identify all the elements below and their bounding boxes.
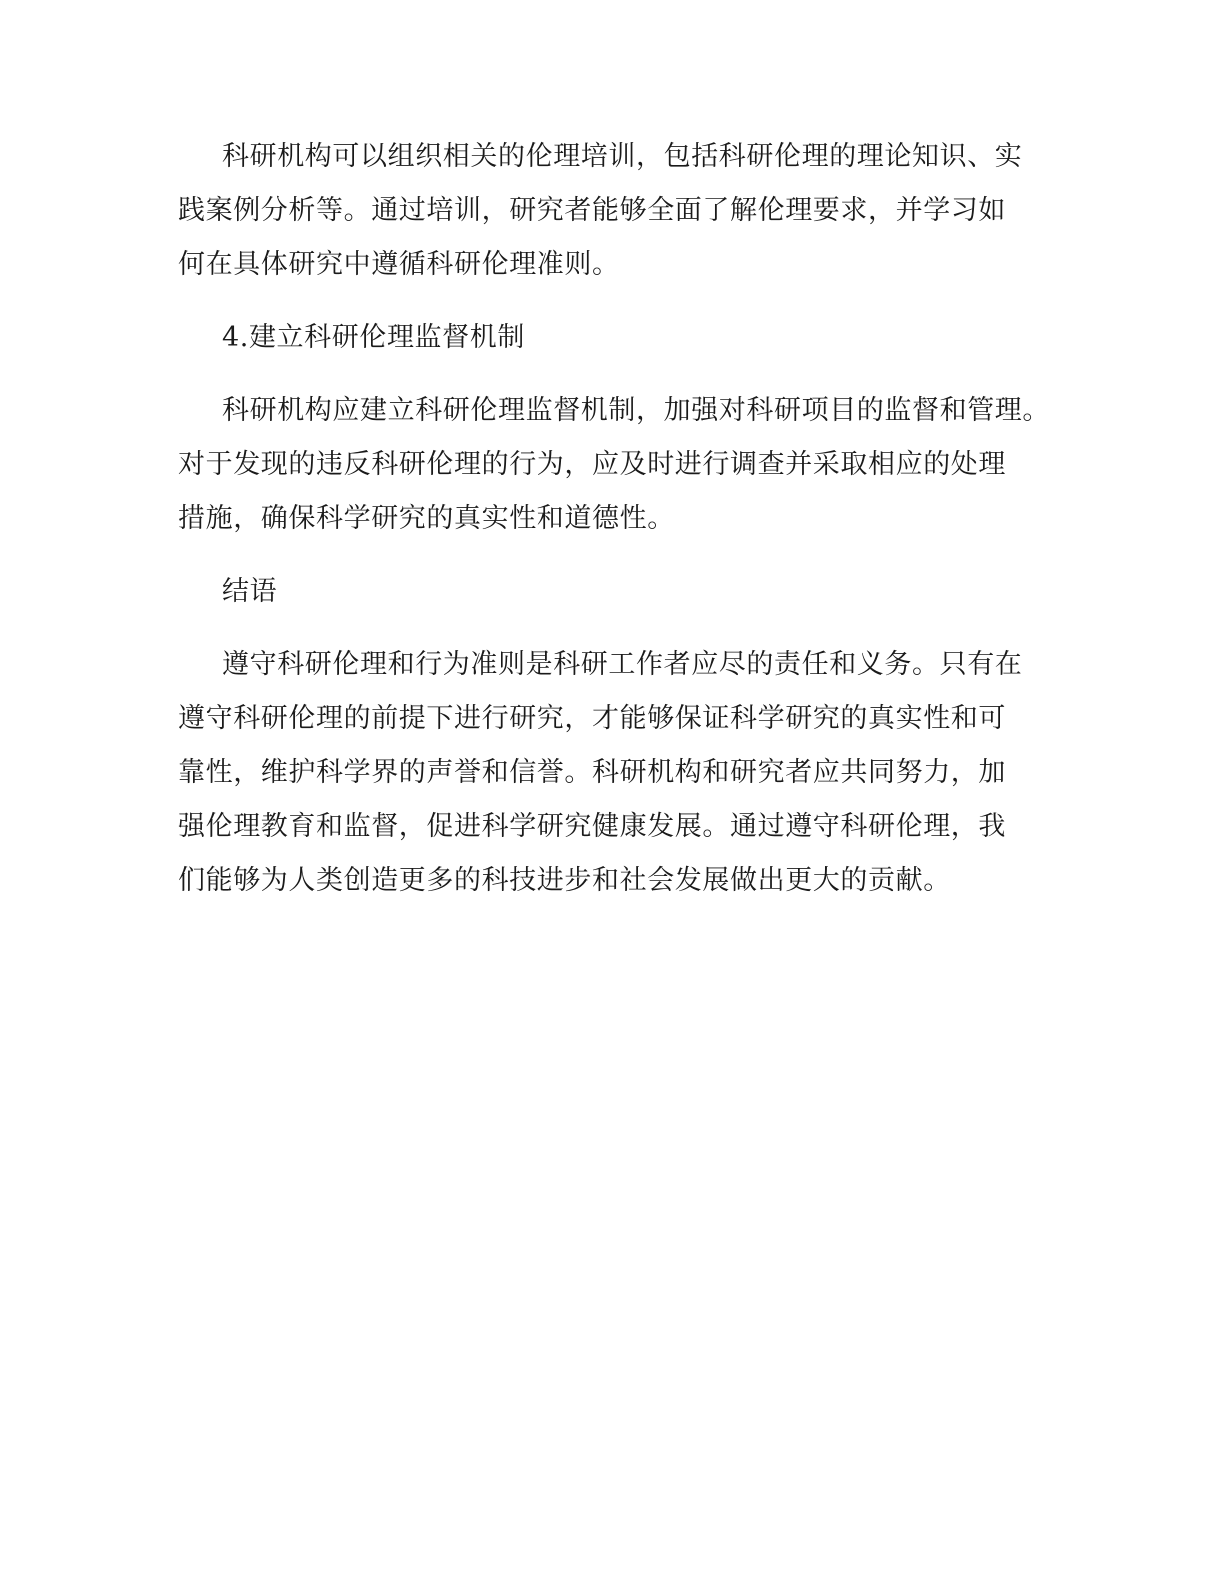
paragraph-3-line-1: 遵守科研伦理和行为准则是科研工作者应尽的责任和义务。只有在 [222,649,1023,680]
section-heading-conclusion: 结语 [222,576,278,607]
paragraph-3-line-5: 们能够为人类创造更多的科技进步和社会发展做出更大的贡献。 [178,865,951,896]
paragraph-3-line-3: 靠性，维护科学界的声誉和信誉。科研机构和研究者应共同努力，加 [178,757,1006,788]
paragraph-1-line-3: 何在具体研究中遵循科研伦理准则。 [178,249,620,280]
paragraph-1-line-2: 践案例分析等。通过培训，研究者能够全面了解伦理要求，并学习如 [178,195,1006,226]
paragraph-3-line-2: 遵守科研伦理的前提下进行研究，才能够保证科学研究的真实性和可 [178,703,1006,734]
section-heading-4: 4.建立科研伦理监督机制 [222,322,525,353]
paragraph-1-line-1: 科研机构可以组织相关的伦理培训，包括科研伦理的理论知识、实 [222,141,1023,172]
paragraph-3-line-4: 强伦理教育和监督，促进科学研究健康发展。通过遵守科研伦理，我 [178,811,1006,842]
paragraph-2-line-3: 措施，确保科学研究的真实性和道德性。 [178,503,675,534]
paragraph-2-line-1: 科研机构应建立科研伦理监督机制，加强对科研项目的监督和管理。 [222,395,1050,426]
paragraph-2-line-2: 对于发现的违反科研伦理的行为，应及时进行调查并采取相应的处理 [178,449,1006,480]
